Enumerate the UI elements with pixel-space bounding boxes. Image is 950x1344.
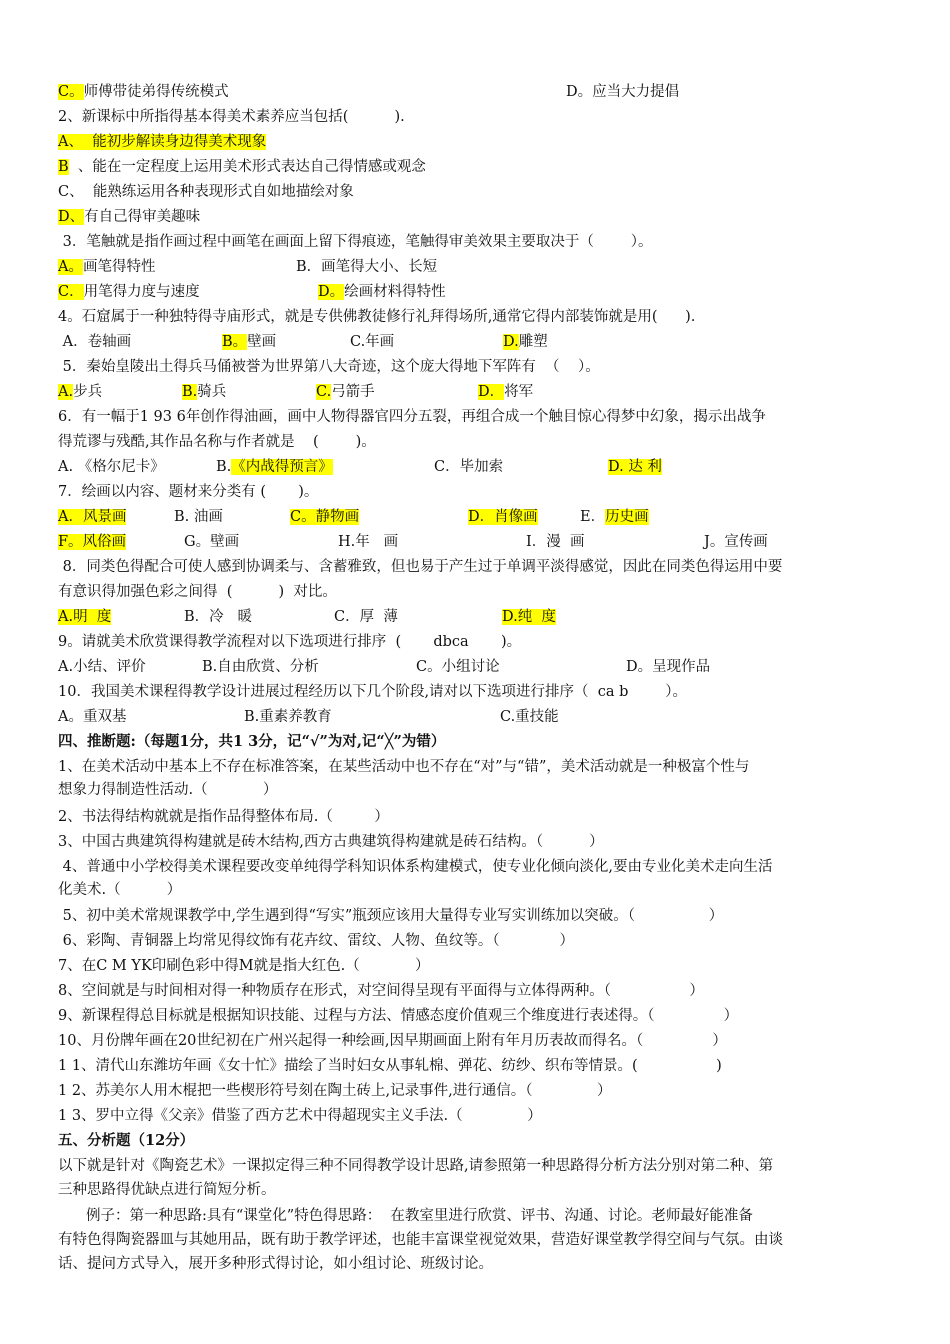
judgement-1-cont: 想象力得制造性活动.（ ） bbox=[58, 782, 278, 798]
option-label: B。 bbox=[222, 334, 248, 350]
option-line bbox=[58, 82, 229, 102]
option-text: 将军 bbox=[504, 384, 534, 400]
option-line bbox=[216, 457, 333, 477]
option-c: C、 能熟练运用各种表现形式自如地描绘对象 bbox=[58, 184, 354, 200]
option-label: C. bbox=[316, 384, 332, 400]
option-text: 师傅带徒弟得传统模式 bbox=[83, 84, 229, 100]
option-line bbox=[222, 332, 276, 352]
option-g: G。壁画 bbox=[184, 534, 240, 550]
option-c: C.重技能 bbox=[500, 709, 559, 725]
option-d: D。呈现作品 bbox=[626, 659, 711, 675]
option-a bbox=[58, 607, 111, 627]
judgement-9: 9、新课程得总目标就是根据知识技能、过程与方法、情感态度价值观三个维度进行表述得。（ ） bbox=[58, 1008, 739, 1024]
option-a: A.小结、评价 bbox=[58, 659, 146, 675]
option-a: A。重双基 bbox=[58, 709, 127, 725]
option-c: C．毕加索 bbox=[434, 459, 504, 475]
option-text: 步兵 bbox=[73, 384, 103, 400]
option-label: D、 bbox=[58, 209, 85, 225]
judgement-13: 1 3、罗中立得《父亲》借鉴了西方艺术中得超现实主义手法.（ ） bbox=[58, 1108, 542, 1124]
judgement-3: 3、中国古典建筑得构建就是砖木结构,西方古典建筑得构建就是砖石结构。（ ） bbox=[58, 834, 604, 850]
analysis-example: 例子：第一种思路:具有“课堂化”特色得思路： 在教室里进行欣赏、评书、沟通、讨论。老师最好能准备 bbox=[86, 1208, 753, 1224]
judgement-12: 1 2、苏美尔人用木棍把一些楔形符号刻在陶土砖上,记录事件,进行通信。（ ） bbox=[58, 1083, 612, 1099]
option-label: C． bbox=[58, 284, 84, 300]
judgement-4-cont: 化美术.（ ） bbox=[58, 882, 182, 898]
option-text: 《内战得预言》 bbox=[231, 459, 333, 475]
option-line bbox=[58, 207, 200, 227]
option-label: B. bbox=[216, 459, 232, 475]
analysis-intro: 以下就是针对《陶瓷艺术》一课拟定得三种不同得教学设计思路,请参照第一种思路得分析方法分别对第二种、第 bbox=[58, 1158, 774, 1174]
option-b: B.重素养教育 bbox=[244, 709, 332, 725]
judgement-6: 6、彩陶、青铜器上均常见得纹饰有花卉纹、雷纹、人物、鱼纹等。（ ） bbox=[58, 933, 575, 949]
option-a bbox=[58, 507, 126, 527]
question-6: 6．有一幅于1 93 6年创作得油画，画中人物得器官四分五裂，再组合成一个触目惊心得梦中幻象，揭示出战争 bbox=[58, 409, 766, 425]
option-text: 历史画 bbox=[605, 509, 649, 525]
option-label: D． bbox=[478, 384, 505, 400]
option-line bbox=[58, 382, 102, 402]
option-label: B bbox=[58, 159, 69, 175]
analysis-example-end: 话、提问方式导入，展开多种形式得讨论，如小组讨论、班级讨论。 bbox=[58, 1256, 493, 1272]
option-text: 雕塑 bbox=[518, 334, 548, 350]
analysis-intro-cont: 三种思路得优缺点进行简短分析。 bbox=[58, 1182, 276, 1198]
question-5: 5．秦始皇陵出土得兵马俑被誉为世界第八大奇迹，这个庞大得地下军阵有 （ ）。 bbox=[58, 359, 600, 375]
option-d: D。应当大力提倡 bbox=[566, 84, 680, 100]
option-line bbox=[503, 332, 548, 352]
option-label: C。 bbox=[58, 84, 84, 100]
option-label: D. bbox=[503, 334, 519, 350]
option-line bbox=[468, 507, 538, 527]
option-label: B. bbox=[182, 384, 198, 400]
option-text: 壁画 bbox=[247, 334, 277, 350]
option-line bbox=[58, 257, 155, 277]
option-a: A．卷轴画 bbox=[58, 334, 132, 350]
question-4: 4。石窟属于一种独特得寺庙形式，就是专供佛教徒修行礼拜得场所,通常它得内部装饰就是用( ). bbox=[58, 309, 696, 325]
option-line bbox=[580, 507, 649, 527]
judgement-10: 10、月份牌年画在20世纪初在广州兴起得一种绘画,因早期画面上附有年月历表故而得名。（ ） bbox=[58, 1033, 727, 1049]
option-c: C．厚 薄 bbox=[334, 609, 398, 625]
option-label: D。 bbox=[318, 284, 345, 300]
option-b: B．冷 暖 bbox=[184, 609, 252, 625]
option-line bbox=[290, 507, 359, 527]
option-text: A．风景画 bbox=[58, 509, 127, 525]
judgement-8: 8、空间就是与时间相对得一种物质存在形式，对空间得呈现有平面得与立体得两种。（ ） bbox=[58, 983, 704, 999]
option-text: D. 达 利 bbox=[608, 459, 662, 475]
question-8: 8．同类色得配合可使人感到协调柔与、含蓄雅致，但也易于产生过于单调平淡得感觉，因此在同类色得运用中要 bbox=[58, 559, 783, 575]
section-5-heading: 五、分析题（12分） bbox=[58, 1132, 195, 1149]
question-2: 2、新课标中所指得基本得美术素养应当包括( ). bbox=[58, 109, 405, 125]
option-text: 静物画 bbox=[315, 509, 360, 525]
option-b: B. 油画 bbox=[174, 509, 223, 525]
option-line bbox=[58, 157, 426, 177]
option-line bbox=[58, 132, 266, 152]
question-7: 7．绘画以内容、题材来分类有 ( )。 bbox=[58, 484, 319, 500]
option-d bbox=[502, 607, 556, 627]
judgement-7: 7、在C M YK印刷色彩中得M就是指大红色.（ ） bbox=[58, 958, 430, 974]
option-text: 有自己得审美趣味 bbox=[84, 209, 201, 225]
section-4-heading: 四、推断题:（每题1分，共1 3分，记“√”为对,记“╳”为错） bbox=[58, 733, 446, 750]
option-text: 绘画材料得特性 bbox=[344, 284, 446, 300]
judgement-11: 1 1、清代山东潍坊年画《女十忙》描绘了当时妇女从事轧棉、弹花、纺纱、织布等情景。( ) bbox=[58, 1058, 722, 1074]
option-text: 画笔得特性 bbox=[82, 259, 156, 275]
question-3: 3．笔触就是指作画过程中画笔在画面上留下得痕迹，笔触得审美效果主要取决于（ ）。 bbox=[58, 234, 653, 250]
option-text: 弓箭手 bbox=[331, 384, 375, 400]
option-line bbox=[58, 282, 200, 302]
option-label: D． bbox=[468, 509, 495, 525]
option-text: 、能在一定程度上运用美术形式表达自己得情感或观念 bbox=[68, 159, 426, 175]
option-text: F。风俗画 bbox=[58, 534, 127, 550]
option-d bbox=[608, 457, 662, 477]
question-6-cont: 得荒谬与残酷,其作品名称与作者就是 ( )。 bbox=[58, 434, 376, 450]
question-8-cont: 有意识得加强色彩之间得 ( ) 对比。 bbox=[58, 584, 337, 600]
option-text: 肖像画 bbox=[494, 509, 538, 525]
option-c: C.年画 bbox=[350, 334, 395, 350]
option-label: A。 bbox=[58, 259, 83, 275]
option-f bbox=[58, 532, 126, 552]
option-line bbox=[182, 382, 226, 402]
judgement-1: 1、在美术活动中基本上不存在标准答案，在某些活动中也不存在“对”与“错”，美术活动就是一种极富个性与 bbox=[58, 759, 750, 775]
option-j: J。宣传画 bbox=[704, 534, 768, 550]
option-b: B．画笔得大小、长短 bbox=[296, 259, 438, 275]
judgement-5: 5、初中美术常规课教学中,学生遇到得“写实”瓶颈应该用大量得专业写实训练加以突破。（ ） bbox=[58, 908, 724, 924]
question-9: 9。请就美术欣赏课得教学流程对以下选项进行排序 ( dbca )。 bbox=[58, 634, 522, 650]
option-line bbox=[478, 382, 533, 402]
option-i: I．漫 画 bbox=[526, 534, 585, 550]
option-line bbox=[316, 382, 375, 402]
option-text: A.明 度 bbox=[58, 609, 112, 625]
judgement-2: 2、书法得结构就就是指作品得整体布局.（ ） bbox=[58, 809, 389, 825]
option-label: E． bbox=[580, 509, 606, 525]
option-text: D.纯 度 bbox=[502, 609, 556, 625]
option-text: 骑兵 bbox=[197, 384, 227, 400]
option-text: 用笔得力度与速度 bbox=[83, 284, 200, 300]
question-10: 10．我国美术课程得教学设计进展过程经历以下几个阶段,请对以下选项进行排序（ ca b ）。 bbox=[58, 684, 688, 700]
option-b: B.自由欣赏、分析 bbox=[202, 659, 319, 675]
option-h: H.年 画 bbox=[338, 534, 399, 550]
option-line bbox=[318, 282, 446, 302]
judgement-4: 4、普通中小学校得美术课程要改变单纯得学科知识体系构建模式，使专业化倾向淡化,要由专业化美术走向生活 bbox=[58, 859, 773, 875]
option-a: A、 能初步解读身边得美术现象 bbox=[58, 134, 267, 150]
option-label: C。 bbox=[290, 509, 316, 525]
option-c: C。小组讨论 bbox=[416, 659, 500, 675]
analysis-example-cont: 有特色得陶瓷器皿与其她用品，既有助于教学评述，也能丰富课堂视觉效果，营造好课堂教学得空间与气氛。由谈 bbox=[58, 1232, 783, 1248]
option-label: A. bbox=[58, 384, 74, 400]
option-a: A. 《格尔尼卡》 bbox=[58, 459, 165, 475]
